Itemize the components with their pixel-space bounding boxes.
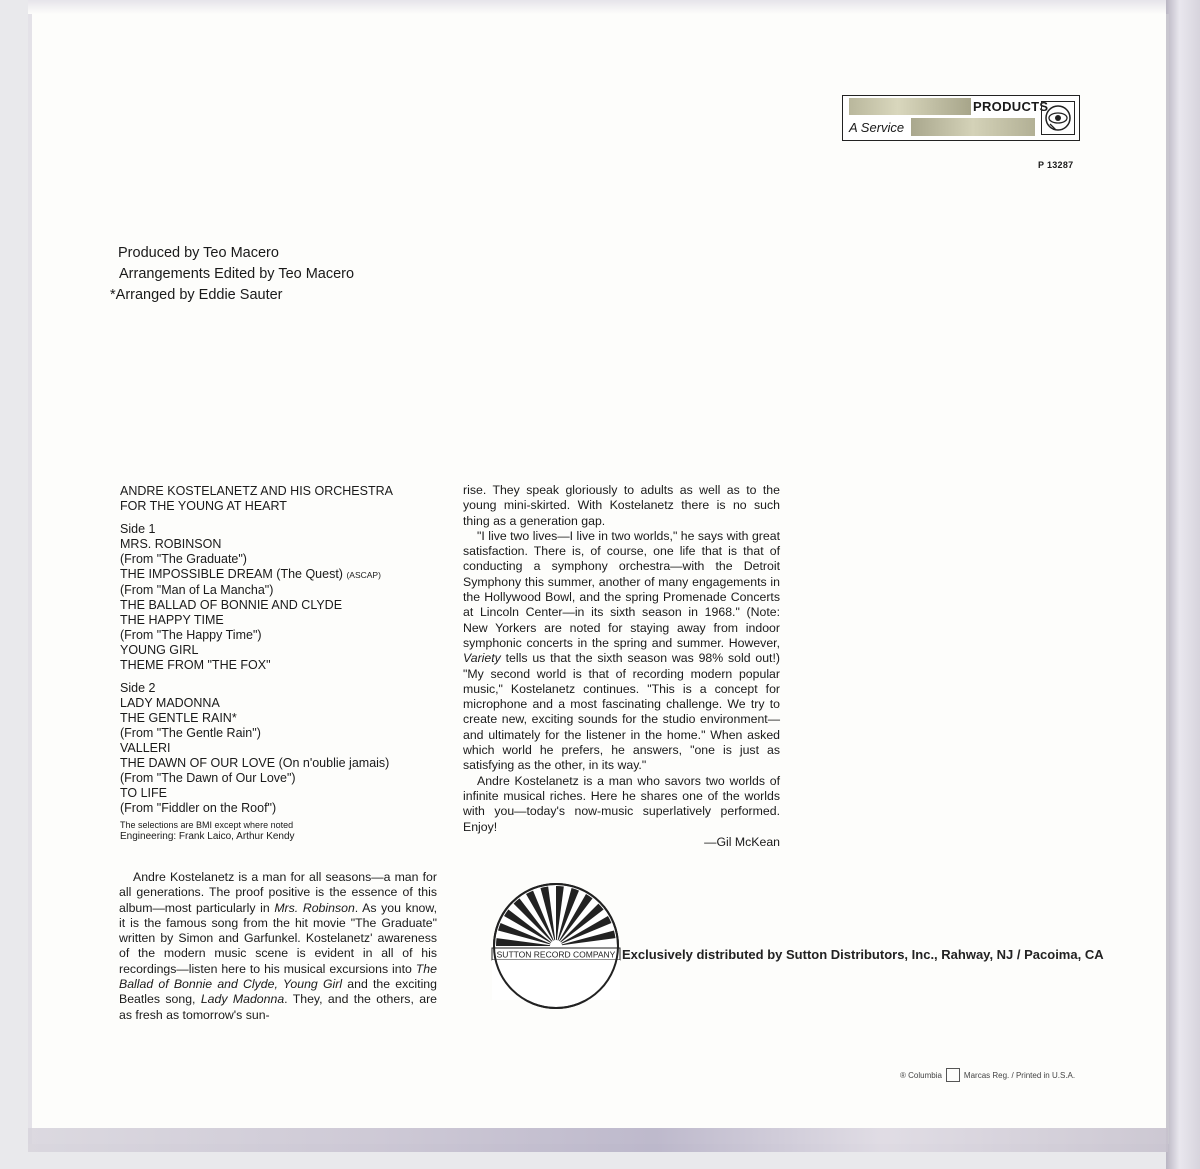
- side-1-label: Side 1: [120, 522, 156, 536]
- track-source: (From "The Graduate"): [120, 552, 247, 566]
- signature-line: [463, 835, 780, 850]
- ascap-note: (ASCAP): [346, 570, 381, 580]
- production-credits: [110, 243, 354, 306]
- liner-paragraph: "I live two lives—I live in two worlds," he says with great satisfaction. There is, of course, one life that is that of conducting a symphony orchestra—with the Detroit Symphony this summer, another of many engagements in the Hollywood Bowl, and the spring Promenade Concerts at Lincoln Center—in its sixth season in 1968." (Note: New Yorkers are noted for staying away from indoor symphonic concerts in the spring and summer. However, Variety tells us that the sixth season was 98% sold out!) "My second world is that of recording modern popular music," Kostelanetz continues. "This is a concept for microphone and a most fascinating challenge. We try to create new, exciting sounds for the studio environment—and ultimately for the listener in the home." When asked which world he prefers, he answers, "one is just as satisfying as the other, in its way.": [463, 528, 780, 773]
- cover-left-edge: [28, 14, 32, 1144]
- cover-bottom-wear: [28, 1128, 1168, 1152]
- gold-sticker: [911, 118, 1035, 136]
- track-line: LADY MADONNA: [120, 696, 220, 710]
- columbia-eye-icon: [1041, 101, 1075, 135]
- cover-top-wear: [28, 0, 1178, 14]
- engineering-credit: Engineering: Frank Laico, Arthur Kendy: [120, 831, 295, 842]
- track-line: THE BALLAD OF BONNIE AND CLYDE: [120, 598, 343, 612]
- liner-notes-right: [463, 483, 780, 850]
- track-line: THE GENTLE RAIN*: [120, 711, 237, 725]
- album-artist: ANDRE KOSTELANETZ AND HIS ORCHESTRA: [120, 484, 393, 498]
- side-2-label: Side 2: [120, 681, 156, 695]
- liner-paragraph: Andre Kostelanetz is a man for all seasons—a man for all generations. The proof positive is the essence of this album—most particularly in Mrs. Robinson. As you know, it is the famous song from the hit movie "The Graduate" written by Simon and Garfunkel. Kostelanetz' awareness of the modern music scene is evident in all of his recordings—listen here to his musical excursions into The Ballad of Bonnie and Clyde, Young Girl and the exciting Beatles song, Lady Madonna. They, and the others, are as fresh as tomorrow's sun-: [119, 870, 438, 1022]
- liner-notes-left: [119, 870, 437, 1023]
- credit-arrangements: Arrangements Edited by Teo Macero: [119, 266, 355, 282]
- columbia-mark-icon: [946, 1068, 960, 1082]
- catalog-number: P 13287: [1038, 160, 1074, 170]
- track-line: YOUNG GIRL: [120, 643, 199, 657]
- track-line: MRS. ROBINSON: [120, 537, 222, 551]
- credit-producer: Produced by Teo Macero: [118, 245, 279, 261]
- distributor-text: Exclusively distributed by Sutton Distributors, Inc., Rahway, NJ / Pacoima, CA: [622, 947, 1104, 962]
- track-source: (From "The Dawn of Our Love"): [120, 771, 296, 785]
- track-line: VALLERI: [120, 741, 171, 755]
- columbia-brand: ® Columbia: [900, 1070, 942, 1080]
- products-label-box: [842, 95, 1080, 141]
- gold-sticker: [849, 98, 971, 115]
- track-line: TO LIFE: [120, 786, 168, 800]
- footer-trademark: [900, 1068, 1075, 1082]
- track-line: THE DAWN OF OUR LOVE (On n'oublie jamais): [120, 756, 390, 770]
- sutton-band-text: SUTTON RECORD COMPANY: [496, 949, 616, 960]
- cover-right-edge: [1166, 0, 1200, 1169]
- service-text: A Service: [849, 120, 905, 135]
- track-line: THE HAPPY TIME: [120, 613, 224, 627]
- printed-in-usa: Marcas Reg. / Printed in U.S.A.: [963, 1070, 1076, 1080]
- sutton-record-company-logo: [490, 880, 622, 1012]
- track-line: THE IMPOSSIBLE DREAM (The Quest) (ASCAP): [120, 567, 381, 581]
- track-source: (From "Man of La Mancha"): [120, 583, 274, 597]
- liner-paragraph: Andre Kostelanetz is a man who savors two worlds of infinite musical riches. Here he shares one of the worlds with you—today's now-music superlatively performed. Enjoy!: [463, 773, 780, 834]
- products-text: PRODUCTS: [973, 99, 1049, 114]
- track-list: [120, 484, 460, 842]
- bmi-note: The selections are BMI except where noted: [120, 820, 294, 830]
- track-source: (From "Fiddler on the Roof"): [120, 801, 277, 815]
- liner-paragraph: rise. They speak gloriously to adults as well as to the young mini-skirted. With Kostelanetz there is no such thing as a generation gap.: [463, 483, 780, 528]
- track-source: (From "The Happy Time"): [120, 628, 262, 642]
- author-signature: —Gil McKean: [704, 834, 780, 849]
- track-source: (From "The Gentle Rain"): [120, 726, 261, 740]
- credit-arranger: *Arranged by Eddie Sauter: [110, 287, 283, 303]
- album-title: FOR THE YOUNG AT HEART: [120, 499, 287, 513]
- track-line: THEME FROM "THE FOX": [120, 658, 271, 672]
